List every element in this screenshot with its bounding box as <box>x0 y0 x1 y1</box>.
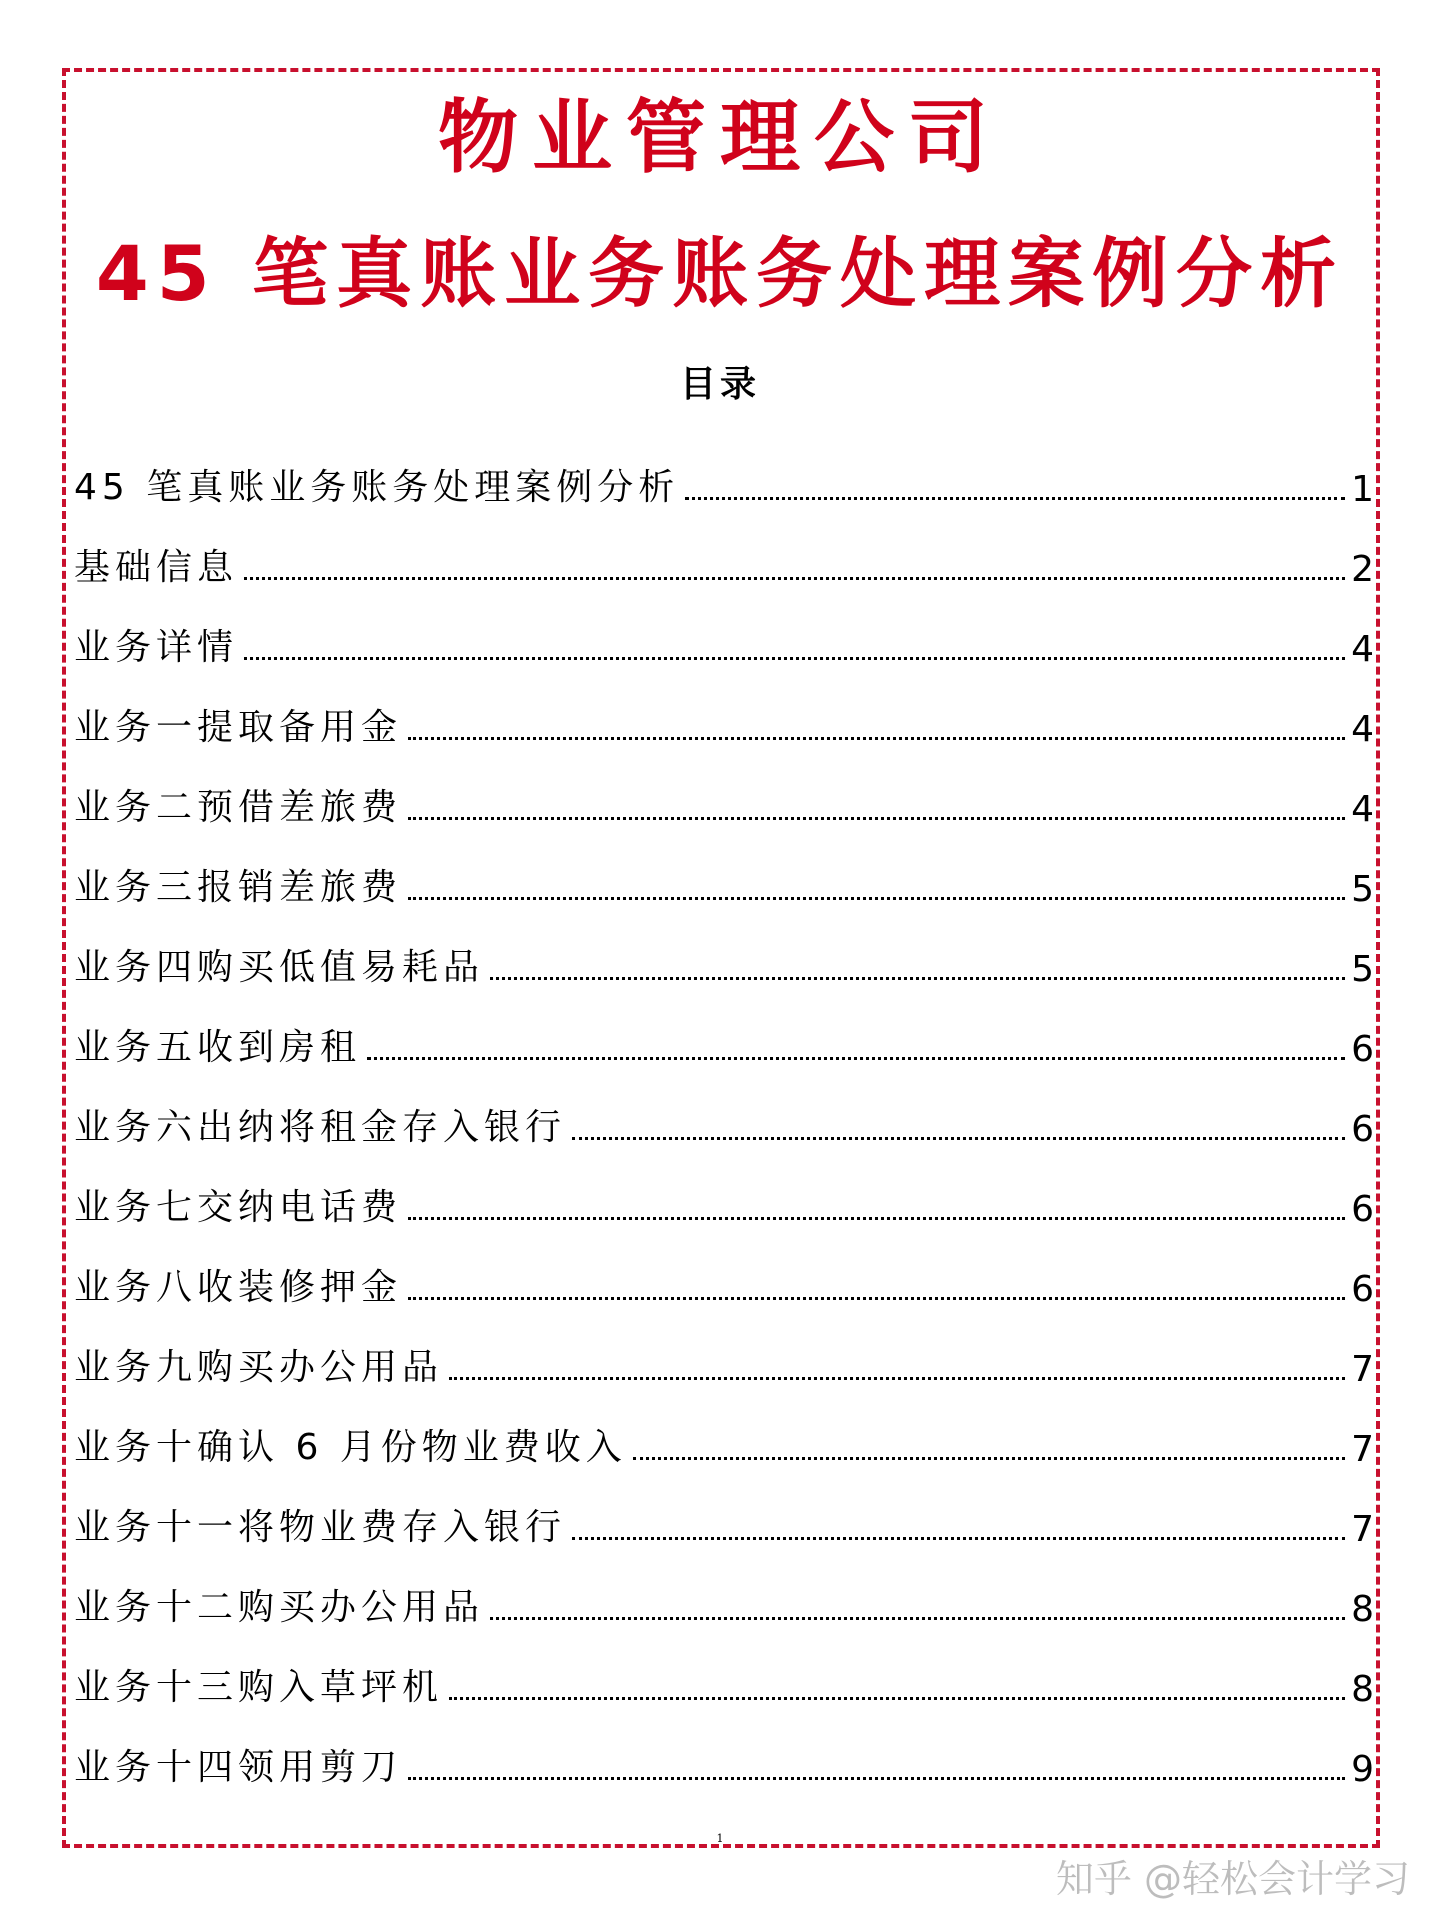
toc-entry-label: 业务十一将物业费存入银行 <box>74 1507 567 1548</box>
toc-entry[interactable] <box>74 1070 1374 1150</box>
toc-leader-dots <box>408 1296 1345 1300</box>
toc-entry-label: 业务二预借差旅费 <box>74 787 403 828</box>
toc-entry[interactable] <box>74 1150 1374 1230</box>
toc-entry-label: 业务七交纳电话费 <box>74 1187 403 1228</box>
toc-entry-page: 6 <box>1351 1029 1374 1070</box>
watermark: 知乎 @轻松会计学习 <box>1055 1857 1410 1901</box>
toc-leader-dots <box>572 1136 1345 1140</box>
toc-leader-dots <box>685 496 1345 500</box>
toc-entry-page: 7 <box>1351 1509 1374 1550</box>
toc-entry-page: 6 <box>1351 1269 1374 1310</box>
toc-entry-label: 业务三报销差旅费 <box>74 867 403 908</box>
toc-entry-page: 5 <box>1351 949 1374 990</box>
toc-entry[interactable] <box>74 1390 1374 1470</box>
toc-entry-page: 5 <box>1351 869 1374 910</box>
toc-entry-page: 4 <box>1351 709 1374 750</box>
toc-entry-label: 业务详情 <box>74 627 239 668</box>
toc-entry[interactable] <box>74 430 1374 510</box>
toc-entry-label: 业务十三购入草坪机 <box>74 1667 444 1708</box>
toc-leader-dots <box>244 576 1345 580</box>
toc-leader-dots <box>367 1056 1345 1060</box>
toc-entry[interactable] <box>74 1630 1374 1710</box>
toc-entry[interactable] <box>74 590 1374 670</box>
toc-entry-label: 45 笔真账业务账务处理案例分析 <box>74 467 680 508</box>
toc-entry-page: 7 <box>1351 1429 1374 1470</box>
toc-entry[interactable] <box>74 1710 1374 1790</box>
toc-entry-label: 业务九购买办公用品 <box>74 1347 444 1388</box>
toc-leader-dots <box>572 1536 1345 1540</box>
toc-entry-label: 业务十确认 6 月份物业费收入 <box>74 1427 627 1468</box>
toc-leader-dots <box>408 896 1345 900</box>
table-of-contents <box>74 430 1374 1790</box>
toc-heading: 目录 <box>679 364 760 405</box>
toc-leader-dots <box>408 1216 1345 1220</box>
toc-leader-dots <box>449 1696 1345 1700</box>
toc-entry[interactable] <box>74 670 1374 750</box>
toc-entry-label: 业务六出纳将租金存入银行 <box>74 1107 567 1148</box>
toc-entry-page: 7 <box>1351 1349 1374 1390</box>
toc-entry-page: 6 <box>1351 1189 1374 1230</box>
document-subtitle: 45 笔真账业务账务处理案例分析 <box>95 229 1345 318</box>
toc-entry[interactable] <box>74 1230 1374 1310</box>
toc-entry[interactable] <box>74 990 1374 1070</box>
toc-entry-label: 业务十四领用剪刀 <box>74 1747 403 1788</box>
toc-entry[interactable] <box>74 1470 1374 1550</box>
toc-entry-label: 业务四购买低值易耗品 <box>74 947 485 988</box>
toc-entry-page: 4 <box>1351 629 1374 670</box>
toc-entry-label: 业务五收到房租 <box>74 1027 362 1068</box>
toc-entry-page: 2 <box>1351 549 1374 590</box>
toc-leader-dots <box>490 976 1345 980</box>
toc-entry-label: 业务一提取备用金 <box>74 707 403 748</box>
toc-entry[interactable] <box>74 830 1374 910</box>
toc-entry-page: 1 <box>1351 469 1374 510</box>
toc-entry[interactable] <box>74 510 1374 590</box>
toc-entry-page: 9 <box>1351 1749 1374 1790</box>
page-number: 1 <box>716 1832 724 1845</box>
toc-leader-dots <box>408 1776 1345 1780</box>
toc-entry-label: 基础信息 <box>74 547 239 588</box>
toc-entry-page: 8 <box>1351 1669 1374 1710</box>
toc-entry-page: 8 <box>1351 1589 1374 1630</box>
toc-entry[interactable] <box>74 1550 1374 1630</box>
toc-entry[interactable] <box>74 910 1374 990</box>
document-title: 物业管理公司 <box>438 91 1002 184</box>
toc-entry-page: 4 <box>1351 789 1374 830</box>
toc-leader-dots <box>449 1376 1345 1380</box>
toc-entry[interactable] <box>74 750 1374 830</box>
toc-entry[interactable] <box>74 1310 1374 1390</box>
toc-leader-dots <box>490 1616 1345 1620</box>
toc-leader-dots <box>244 656 1345 660</box>
toc-leader-dots <box>408 736 1345 740</box>
toc-entry-label: 业务八收装修押金 <box>74 1267 403 1308</box>
toc-leader-dots <box>408 816 1345 820</box>
toc-leader-dots <box>633 1456 1345 1460</box>
toc-entry-page: 6 <box>1351 1109 1374 1150</box>
toc-entry-label: 业务十二购买办公用品 <box>74 1587 485 1628</box>
